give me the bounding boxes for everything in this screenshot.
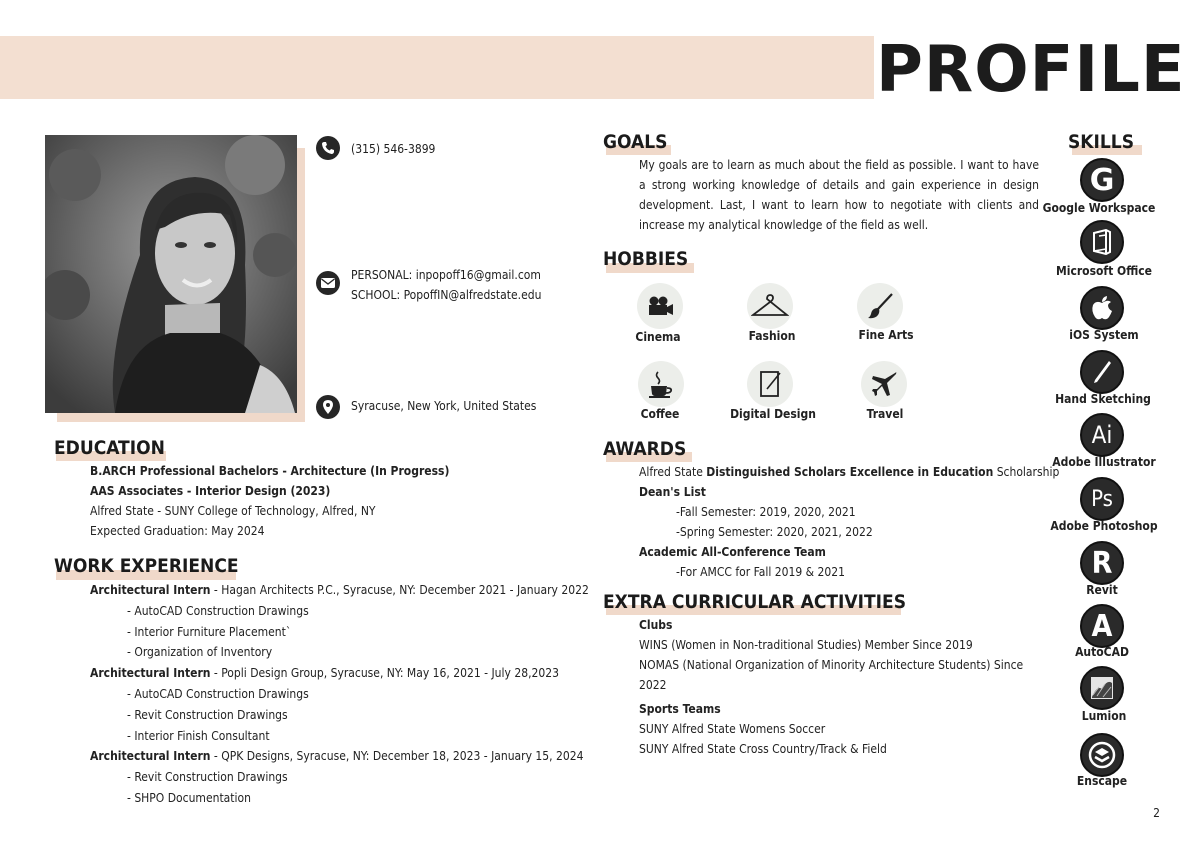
- skill-label: Hand Sketching: [1055, 392, 1151, 406]
- pencil-icon: [1080, 350, 1124, 394]
- education-line: AAS Associates - Interior Design (2023): [90, 484, 331, 498]
- education-line: Alfred State - SUNY College of Technology, Alfred, NY: [90, 504, 376, 518]
- award-academic: Academic All-Conference Team: [639, 545, 826, 559]
- work-line: Architectural Intern - Popli Design Group, Syracuse, NY: May 16, 2021 - July 28,2023: [90, 666, 559, 681]
- goals-heading: GOALS: [603, 131, 668, 153]
- extra-heading: EXTRA CURRICULAR ACTIVITIES: [603, 591, 907, 613]
- skill-label: Enscape: [1076, 774, 1128, 788]
- award-spring: -Spring Semester: 2020, 2021, 2022: [676, 525, 873, 539]
- extra-clubs: Clubs: [639, 618, 673, 632]
- hobby-label: Travel: [866, 407, 904, 421]
- phone-number: (315) 546-3899: [351, 142, 436, 156]
- education-list: [90, 461, 449, 541]
- phone-icon: [316, 136, 340, 160]
- google-icon: G: [1080, 158, 1124, 202]
- skill-label: AutoCAD: [1075, 645, 1129, 659]
- hobby-label: Cinema: [635, 330, 681, 344]
- skill-label: Google Workspace: [1042, 201, 1156, 215]
- photoshop-icon: Ps: [1080, 477, 1124, 521]
- location-text: Syracuse, New York, United States: [351, 399, 537, 413]
- email-school: SCHOOL: PopoffIN@alfredstate.edu: [351, 288, 542, 302]
- email-personal: PERSONAL: inpopoff16@gmail.com: [351, 268, 541, 282]
- enscape-icon: [1080, 733, 1124, 777]
- extra-track: SUNY Alfred State Cross Country/Track & Field: [639, 742, 887, 756]
- hobby-label: Digital Design: [730, 407, 816, 421]
- work-line: - Interior Finish Consultant: [127, 728, 270, 743]
- work-line: - Revit Construction Drawings: [127, 707, 288, 722]
- skills-heading: SKILLS: [1068, 131, 1135, 153]
- work-heading: WORK EXPERIENCE: [54, 555, 239, 577]
- extra-soccer: SUNY Alfred State Womens Soccer: [639, 722, 826, 736]
- education-line: Expected Graduation: May 2024: [90, 524, 265, 538]
- skill-label: Adobe Illustrator: [1052, 455, 1156, 469]
- extra-wins: WINS (Women in Non-traditional Studies) Member Since 2019: [639, 638, 973, 652]
- work-line: Architectural Intern - QPK Designs, Syracuse, NY: December 18, 2023 - January 15, 2024: [90, 749, 584, 764]
- brush-icon: [857, 283, 903, 329]
- skill-label: Revit: [1086, 583, 1118, 597]
- office-icon: [1080, 220, 1124, 264]
- award-fall: -Fall Semester: 2019, 2020, 2021: [676, 505, 856, 519]
- page-title: PROFILE: [876, 33, 1186, 107]
- hobby-label: Coffee: [640, 407, 680, 421]
- skill-label: iOS System: [1069, 328, 1139, 342]
- tablet-pen-icon: [747, 361, 793, 407]
- awards-heading: AWARDS: [603, 438, 687, 460]
- page-number: 2: [1153, 806, 1160, 820]
- work-line: - SHPO Documentation: [127, 790, 251, 805]
- lumion-icon: [1080, 666, 1124, 710]
- autocad-icon: A: [1080, 604, 1124, 648]
- revit-icon: R: [1080, 541, 1124, 585]
- award-amcc: -For AMCC for Fall 2019 & 2021: [676, 565, 845, 579]
- hanger-icon: [747, 283, 793, 329]
- extra-nomas: NOMAS (National Organization of Minority Architecture Students) Since: [639, 658, 1024, 672]
- illustrator-icon: Ai: [1080, 413, 1124, 457]
- work-line: - Revit Construction Drawings: [127, 770, 288, 785]
- education-heading: EDUCATION: [54, 437, 165, 459]
- airplane-icon: [861, 361, 907, 407]
- extra-sports: Sports Teams: [639, 702, 721, 716]
- work-line: - AutoCAD Construction Drawings: [127, 686, 309, 701]
- skill-label: Adobe Photoshop: [1050, 519, 1158, 533]
- hobby-label: Fashion: [748, 329, 796, 343]
- education-line: B.ARCH Professional Bachelors - Architecture (In Progress): [90, 464, 450, 478]
- profile-photo: [45, 135, 297, 413]
- header-banner: [0, 36, 874, 99]
- award-deans-list: Dean's List: [639, 485, 706, 499]
- award-scholarship: Alfred State Distinguished Scholars Excellence in Education Scholarship: [639, 465, 1060, 479]
- hobby-label: Fine Arts: [858, 328, 914, 342]
- extra-nomas-year: 2022: [639, 678, 667, 692]
- camera-icon: [637, 283, 683, 329]
- hobbies-heading: HOBBIES: [603, 248, 689, 270]
- apple-icon: [1080, 286, 1124, 330]
- skill-label: Microsoft Office: [1056, 264, 1152, 278]
- location-pin-icon: [316, 395, 340, 419]
- work-line: - Interior Furniture Placement`: [127, 624, 292, 639]
- coffee-cup-icon: [638, 361, 684, 407]
- email-icon: [316, 271, 340, 295]
- work-line: Architectural Intern - Hagan Architects P.C., Syracuse, NY: December 2021 - January 2022: [90, 583, 589, 597]
- work-line: - Organization of Inventory: [127, 645, 273, 660]
- skill-label: Lumion: [1081, 709, 1127, 723]
- work-line: - AutoCAD Construction Drawings: [127, 603, 309, 618]
- work-list: [90, 580, 589, 809]
- goals-text: My goals are to learn as much about the field as possible. I want to have a strong working knowledge of details and gain experience in design development. Last, I want to learn how to negotiate with clients and increase my analytical knowledge of the field as well.: [639, 158, 1039, 232]
